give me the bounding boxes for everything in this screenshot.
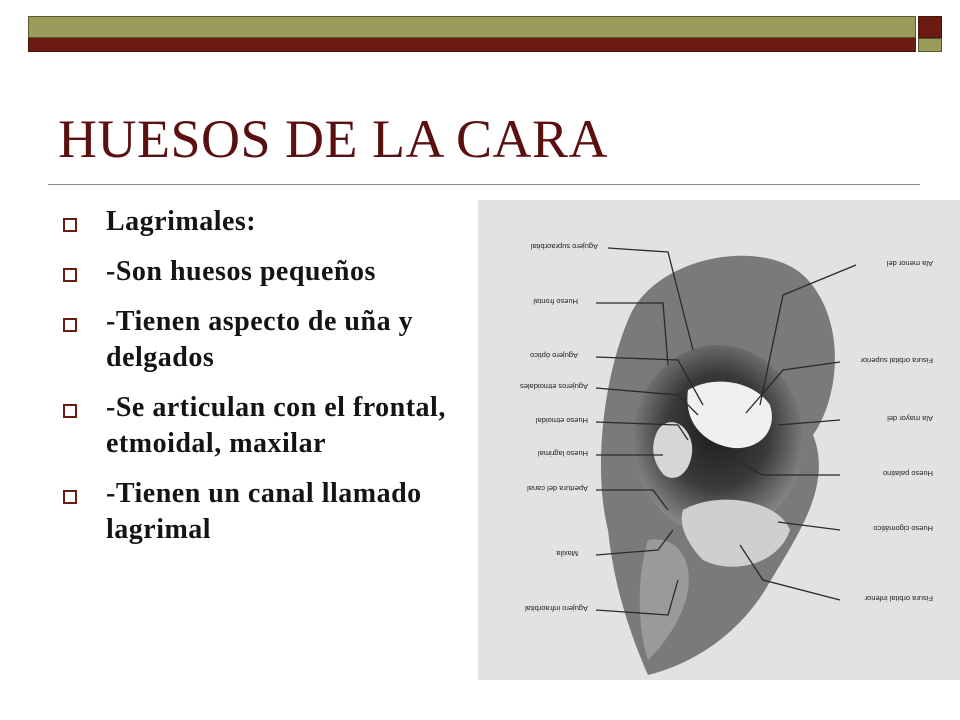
figure-label: Fisura orbital inferior <box>864 594 933 603</box>
bullet-text: -Son huesos pequeños <box>106 256 376 287</box>
figure-label: Hueso palatino <box>882 469 933 478</box>
figure-label: Ala menor del <box>886 259 933 268</box>
figure-label: Fisura orbital superior <box>860 356 933 365</box>
figure-label: Maxila <box>556 549 578 558</box>
figure-label: Ala mayor del <box>887 414 933 423</box>
figure-label: Hueso cigomático <box>873 524 933 533</box>
header-bar-olive <box>28 16 916 38</box>
figure-label: Apertura del canal <box>527 484 588 493</box>
orbit-bones-figure <box>478 200 960 680</box>
figure-label: Agujero supraorbital <box>530 242 598 251</box>
figure-label: Hueso lagrimal <box>537 449 588 458</box>
square-bullet-icon <box>63 218 77 232</box>
square-bullet-icon <box>63 318 77 332</box>
figure-label: Agujeros etmoidales <box>520 382 588 391</box>
bullet-list <box>60 204 465 562</box>
header-bar-maroon <box>28 38 916 52</box>
bullet-item <box>60 390 465 462</box>
bullet-text: -Tienen un canal llamado lagrimal <box>106 478 422 545</box>
figure-label: Agujero infraorbital <box>525 604 588 613</box>
bullet-item <box>60 476 465 548</box>
bullet-item <box>60 304 465 376</box>
bullet-item <box>60 254 465 290</box>
bullet-item <box>60 204 465 240</box>
bullet-text: -Tienen aspecto de uña y delgados <box>106 306 414 373</box>
square-bullet-icon <box>63 268 77 282</box>
bullet-text: Lagrimales: <box>106 206 257 237</box>
header-square-maroon <box>918 16 942 38</box>
bullet-text: -Se articulan con el frontal, etmoidal, maxilar <box>106 392 446 459</box>
figure-label: Hueso etmoidal <box>535 416 588 425</box>
title-divider <box>48 184 920 185</box>
header-square-olive <box>918 38 942 52</box>
figure-label: Hueso frontal <box>533 297 578 306</box>
square-bullet-icon <box>63 404 77 418</box>
square-bullet-icon <box>63 490 77 504</box>
figure-label: Agujero óptico <box>530 351 578 360</box>
slide-title: HUESOS DE LA CARA <box>58 109 609 169</box>
